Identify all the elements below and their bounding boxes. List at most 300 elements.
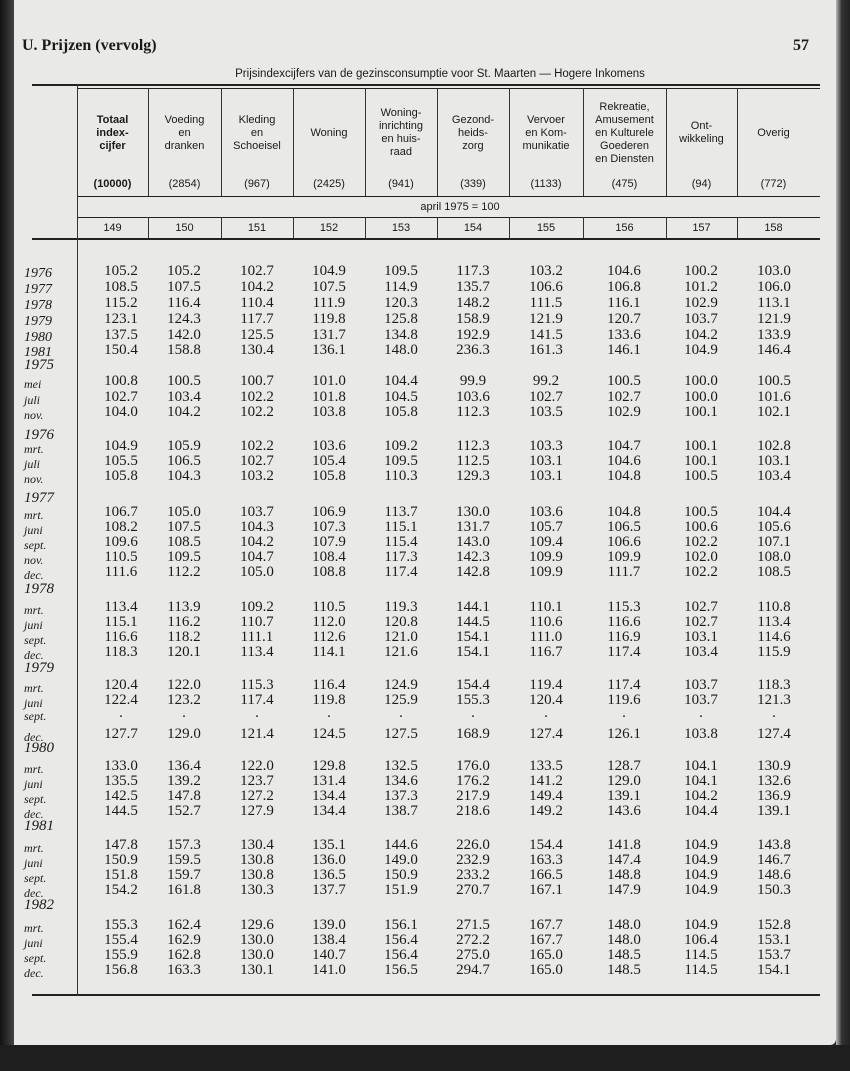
table-cell: 147.8 xyxy=(104,837,138,853)
table-cell: 132.6 xyxy=(757,773,791,789)
table-cell: 232.9 xyxy=(456,852,490,868)
table-cell: 168.9 xyxy=(456,726,490,742)
table-cell: 117.4 xyxy=(607,644,641,660)
table-cell: 142.5 xyxy=(104,788,138,804)
table-cell: 123.2 xyxy=(167,692,201,708)
table-cell: 104.4 xyxy=(384,373,418,389)
table-cell: 124.3 xyxy=(167,311,201,327)
table-cell: 105.6 xyxy=(757,519,791,535)
table-cell: 104.6 xyxy=(607,263,641,279)
group-year-label: 1978 xyxy=(24,581,54,597)
row-label: 1979 xyxy=(24,314,52,329)
column-header: Totaal index- cijfer xyxy=(96,113,129,152)
column-header: Ont- wikkeling xyxy=(679,120,724,145)
column-number: 151 xyxy=(247,222,267,234)
table-cell: 130.8 xyxy=(240,867,274,883)
column-header: Gezond- heids- zorg xyxy=(451,113,495,152)
table-cell: 122.4 xyxy=(104,692,138,708)
row-label: dec. xyxy=(24,568,44,582)
table-cell: 113.9 xyxy=(167,599,201,615)
table-cell: . xyxy=(544,705,548,721)
column-number: 158 xyxy=(764,222,783,234)
table-cell: . xyxy=(699,705,703,721)
table-cell: 139.1 xyxy=(607,788,641,804)
table-cell: 150.4 xyxy=(104,342,138,358)
table-cell: . xyxy=(182,705,186,721)
row-label: sept. xyxy=(24,633,47,647)
table-cell: 110.4 xyxy=(240,295,274,311)
page-number: 57 xyxy=(793,37,809,54)
table-cell: 155.3 xyxy=(104,917,138,933)
table-cell: 161.3 xyxy=(529,342,563,358)
table-cell: 108.5 xyxy=(167,534,201,550)
table-cell: 104.9 xyxy=(684,852,718,868)
table-cell: 120.8 xyxy=(384,614,418,630)
table-cell: 132.5 xyxy=(384,758,418,774)
row-label: 1978 xyxy=(24,298,52,313)
table-cell: 99.2 xyxy=(532,373,560,389)
table-cell: 106.9 xyxy=(312,504,346,520)
book-binding xyxy=(0,0,14,1071)
table-cell: 146.1 xyxy=(607,342,641,358)
table-cell: 153.7 xyxy=(757,947,791,963)
table-cell: 128.7 xyxy=(607,758,641,774)
table-cell: 131.7 xyxy=(312,327,346,343)
table-cell: 104.7 xyxy=(240,549,274,565)
table-cell: 192.9 xyxy=(456,327,490,343)
table-cell: 103.4 xyxy=(757,468,791,484)
table-cell: 108.8 xyxy=(312,564,346,580)
table-cell: 102.2 xyxy=(240,404,274,420)
table-cell: 130.0 xyxy=(240,932,274,948)
table-cell: 102.7 xyxy=(240,453,274,469)
table-cell: 116.2 xyxy=(167,614,201,630)
table-cell: 130.8 xyxy=(240,852,274,868)
table-cell: 101.8 xyxy=(312,389,346,405)
table-cell: 106.0 xyxy=(757,279,791,295)
table-cell: 104.9 xyxy=(684,837,718,853)
table-cell: 130.9 xyxy=(757,758,791,774)
row-label: 1980 xyxy=(24,330,52,345)
table-cell: . xyxy=(119,705,123,721)
table-cell: 103.4 xyxy=(684,644,718,660)
row-label: 1977 xyxy=(24,282,52,297)
table-cell: 149.2 xyxy=(529,803,563,819)
table-cell: 104.9 xyxy=(684,917,718,933)
table-cell: 122.0 xyxy=(240,758,274,774)
table-cell: 105.8 xyxy=(312,468,346,484)
table-cell: 148.0 xyxy=(607,917,641,933)
table-cell: 133.9 xyxy=(757,327,791,343)
rule-base xyxy=(77,217,820,218)
table-cell: 102.7 xyxy=(684,614,718,630)
table-cell: 156.1 xyxy=(384,917,418,933)
row-label: sept. xyxy=(24,538,47,552)
table-cell: 161.8 xyxy=(167,882,201,898)
table-cell: 142.3 xyxy=(456,549,490,565)
table-cell: 127.7 xyxy=(104,726,138,742)
table-cell: 101.2 xyxy=(684,279,718,295)
column-header: Woning xyxy=(310,126,348,139)
table-left-border xyxy=(77,84,78,996)
table-cell: 119.8 xyxy=(312,692,346,708)
table-cell: 105.0 xyxy=(167,504,201,520)
column-header: Kleding en Schoeisel xyxy=(233,113,281,152)
table-cell: 104.9 xyxy=(312,263,346,279)
table-cell: 152.8 xyxy=(757,917,791,933)
table-cell: 103.8 xyxy=(684,726,718,742)
table-cell: 142.8 xyxy=(456,564,490,580)
row-label: sept. xyxy=(24,871,47,885)
table-cell: 150.9 xyxy=(384,867,418,883)
table-cell: 124.9 xyxy=(384,677,418,693)
row-label: mrt. xyxy=(24,921,44,935)
column-weight: (941) xyxy=(388,178,414,190)
table-cell: 103.3 xyxy=(529,438,563,454)
table-cell: 148.6 xyxy=(757,867,791,883)
table-cell: 104.2 xyxy=(684,327,718,343)
table-cell: 123.7 xyxy=(240,773,274,789)
table-cell: 103.7 xyxy=(240,504,274,520)
table-cell: 143.6 xyxy=(607,803,641,819)
column-weight: (10000) xyxy=(93,178,132,190)
table-cell: 136.5 xyxy=(312,867,346,883)
table-cell: 162.4 xyxy=(167,917,201,933)
table-cell: 156.4 xyxy=(384,947,418,963)
table-cell: 102.8 xyxy=(757,438,791,454)
table-cell: 100.1 xyxy=(684,404,718,420)
table-cell: 157.3 xyxy=(167,837,201,853)
table-cell: 140.7 xyxy=(312,947,346,963)
table-cell: 102.9 xyxy=(607,404,641,420)
table-cell: 154.1 xyxy=(456,644,490,660)
table-cell: 115.1 xyxy=(384,519,418,535)
table-cell: 130.3 xyxy=(240,882,274,898)
table-cell: 167.7 xyxy=(529,932,563,948)
row-label: juni xyxy=(24,936,43,950)
table-cell: 121.9 xyxy=(529,311,563,327)
rule-header-bottom xyxy=(32,238,820,240)
column-number: 154 xyxy=(463,222,483,234)
table-cell: 218.6 xyxy=(456,803,490,819)
table-cell: 113.4 xyxy=(240,644,274,660)
page-edge xyxy=(836,0,850,1071)
table-cell: 104.7 xyxy=(607,438,641,454)
table-cell: 143.8 xyxy=(757,837,791,853)
table-cell: 104.0 xyxy=(104,404,138,420)
table-cell: 127.5 xyxy=(384,726,418,742)
table-cell: 103.6 xyxy=(529,504,563,520)
table-cell: 156.4 xyxy=(384,932,418,948)
table-cell: 120.3 xyxy=(384,295,418,311)
table-cell: 102.2 xyxy=(684,564,718,580)
table-cell: 106.6 xyxy=(607,534,641,550)
table-cell: 105.7 xyxy=(529,519,563,535)
table-cell: 134.8 xyxy=(384,327,418,343)
table-cell: 104.6 xyxy=(607,453,641,469)
table-cell: 148.5 xyxy=(607,962,641,978)
table-cell: 106.8 xyxy=(607,279,641,295)
group-year-label: 1982 xyxy=(24,897,54,913)
table-cell: 112.3 xyxy=(456,404,490,420)
table-cell: 106.5 xyxy=(167,453,201,469)
table-cell: 102.7 xyxy=(684,599,718,615)
group-year-label: 1981 xyxy=(24,818,54,834)
column-number: 149 xyxy=(103,222,122,234)
table-cell: 102.2 xyxy=(684,534,718,550)
table-cell: 120.1 xyxy=(167,644,201,660)
table-cell: 110.8 xyxy=(757,599,791,615)
table-cell: 141.5 xyxy=(529,327,563,343)
row-label: mrt. xyxy=(24,681,44,695)
table-cell: 137.7 xyxy=(312,882,346,898)
table-cell: 115.3 xyxy=(607,599,641,615)
table-cell: 233.2 xyxy=(456,867,490,883)
column-weight: (1133) xyxy=(530,178,562,190)
rule-title xyxy=(77,88,820,89)
table-cell: 100.2 xyxy=(684,263,718,279)
column-weight: (94) xyxy=(691,178,712,190)
table-cell: 136.1 xyxy=(312,342,346,358)
table-cell: 148.0 xyxy=(607,932,641,948)
column-weight: (2425) xyxy=(313,178,345,190)
table-cell: 103.2 xyxy=(529,263,563,279)
table-cell: 103.1 xyxy=(757,453,791,469)
table-cell: 134.6 xyxy=(384,773,418,789)
table-cell: 133.6 xyxy=(607,327,641,343)
table-cell: 108.5 xyxy=(757,564,791,580)
table-cell: 129.0 xyxy=(607,773,641,789)
row-label: juni xyxy=(24,523,43,537)
row-label: 1976 xyxy=(24,266,52,281)
table-cell: 137.5 xyxy=(104,327,138,343)
table-cell: 107.5 xyxy=(167,279,201,295)
table-cell: 109.5 xyxy=(384,263,418,279)
table-cell: 107.9 xyxy=(312,534,346,550)
table-cell: 155.9 xyxy=(104,947,138,963)
table-cell: 127.4 xyxy=(529,726,563,742)
table-cell: 275.0 xyxy=(456,947,490,963)
table-cell: 119.6 xyxy=(607,692,641,708)
table-cell: 176.0 xyxy=(456,758,490,774)
row-label: juli xyxy=(24,393,41,407)
table-cell: 109.2 xyxy=(384,438,418,454)
table-cell: 148.0 xyxy=(384,342,418,358)
table-cell: 112.5 xyxy=(456,453,490,469)
table-cell: 109.6 xyxy=(104,534,138,550)
table-cell: 133.0 xyxy=(104,758,138,774)
table-cell: 116.1 xyxy=(607,295,641,311)
table-cell: 106.4 xyxy=(684,932,718,948)
table-cell: 272.2 xyxy=(456,932,490,948)
table-cell: 109.5 xyxy=(384,453,418,469)
table-cell: 105.9 xyxy=(167,438,201,454)
table-cell: 149.0 xyxy=(384,852,418,868)
table-cell: 127.2 xyxy=(240,788,274,804)
table-cell: 162.8 xyxy=(167,947,201,963)
table-cell: 130.0 xyxy=(240,947,274,963)
table-cell: 100.0 xyxy=(684,373,718,389)
table-cell: 139.0 xyxy=(312,917,346,933)
table-cell: 118.3 xyxy=(104,644,138,660)
table-cell: 136.0 xyxy=(312,852,346,868)
table-cell: 125.5 xyxy=(240,327,274,343)
table-cell: 154.1 xyxy=(456,629,490,645)
table-cell: 105.8 xyxy=(384,404,418,420)
table-cell: 137.3 xyxy=(384,788,418,804)
table-cell: 127.4 xyxy=(757,726,791,742)
table-cell: 111.6 xyxy=(104,564,138,580)
row-label: juli xyxy=(24,457,41,471)
table-cell: 109.5 xyxy=(167,549,201,565)
table-cell: 102.7 xyxy=(104,389,138,405)
table-cell: 158.8 xyxy=(167,342,201,358)
table-cell: 148.5 xyxy=(607,947,641,963)
table-cell: 110.6 xyxy=(529,614,563,630)
table-cell: 119.8 xyxy=(312,311,346,327)
row-label: dec. xyxy=(24,730,44,744)
table-cell: 104.2 xyxy=(240,534,274,550)
table-cell: 136.4 xyxy=(167,758,201,774)
table-cell: . xyxy=(327,705,331,721)
table-cell: 135.1 xyxy=(312,837,346,853)
table-cell: 135.7 xyxy=(456,279,490,295)
column-number: 156 xyxy=(615,222,634,234)
table-cell: 125.9 xyxy=(384,692,418,708)
table-cell: 117.3 xyxy=(456,263,490,279)
table-cell: 146.4 xyxy=(757,342,791,358)
table-cell: 115.4 xyxy=(384,534,418,550)
table-cell: 166.5 xyxy=(529,867,563,883)
row-label: mrt. xyxy=(24,603,44,617)
table-cell: 100.8 xyxy=(104,373,138,389)
table-cell: 133.5 xyxy=(529,758,563,774)
table-cell: 147.8 xyxy=(167,788,201,804)
table-cell: 112.2 xyxy=(167,564,201,580)
table-title: Prijsindexcijfers van de gezinsconsumptie voor St. Maarten — Hogere Inkomens xyxy=(235,68,645,80)
table-cell: 294.7 xyxy=(456,962,490,978)
column-weight: (475) xyxy=(611,178,638,190)
table-cell: 104.3 xyxy=(167,468,201,484)
table-cell: 117.4 xyxy=(240,692,274,708)
table-cell: 110.5 xyxy=(312,599,346,615)
table-cell: 106.6 xyxy=(529,279,563,295)
table-cell: 117.7 xyxy=(240,311,274,327)
column-number: 152 xyxy=(319,222,339,234)
table-cell: 144.6 xyxy=(384,837,418,853)
table-cell: 155.3 xyxy=(456,692,490,708)
table-cell: 110.3 xyxy=(384,468,418,484)
table-cell: 109.9 xyxy=(529,549,563,565)
table-cell: 153.1 xyxy=(757,932,791,948)
table-cell: 109.4 xyxy=(529,534,563,550)
table-cell: 113.7 xyxy=(384,504,418,520)
table-cell: 118.3 xyxy=(757,677,791,693)
table-cell: 139.2 xyxy=(167,773,201,789)
table-cell: 217.9 xyxy=(456,788,490,804)
table-cell: 108.5 xyxy=(104,279,138,295)
group-year-label: 1975 xyxy=(24,357,54,373)
table-cell: 271.5 xyxy=(456,917,490,933)
table-cell: 104.2 xyxy=(167,404,201,420)
table-cell: 104.9 xyxy=(104,438,138,454)
table-cell: 103.2 xyxy=(240,468,274,484)
table-cell: 104.8 xyxy=(607,468,641,484)
table-cell: 112.0 xyxy=(312,614,346,630)
table-cell: 102.7 xyxy=(607,389,641,405)
rule-top xyxy=(32,84,820,86)
table-cell: 150.3 xyxy=(757,882,791,898)
page-bottom-edge xyxy=(0,1045,850,1071)
column-header: Woning- inrichting en huis- raad xyxy=(378,107,424,158)
table-cell: 114.5 xyxy=(684,962,718,978)
table-cell: . xyxy=(399,705,403,721)
table-cell: 154.2 xyxy=(104,882,138,898)
table-cell: 121.3 xyxy=(757,692,791,708)
table-cell: 104.1 xyxy=(684,773,718,789)
table-cell: 100.0 xyxy=(684,389,718,405)
table-cell: 236.3 xyxy=(456,342,490,358)
row-label: dec. xyxy=(24,966,44,980)
table-cell: 103.1 xyxy=(529,453,563,469)
table-cell: 148.2 xyxy=(456,295,490,311)
row-label: dec. xyxy=(24,886,44,900)
table-cell: 144.5 xyxy=(456,614,490,630)
table-cell: 116.7 xyxy=(529,644,563,660)
table-cell: 102.1 xyxy=(757,404,791,420)
table-cell: 126.1 xyxy=(607,726,641,742)
table-cell: 104.5 xyxy=(384,389,418,405)
table-cell: 102.7 xyxy=(240,263,274,279)
table-cell: 151.9 xyxy=(384,882,418,898)
table-cell: 118.2 xyxy=(167,629,201,645)
table-cell: 100.5 xyxy=(757,373,791,389)
table-cell: 100.5 xyxy=(167,373,201,389)
table-cell: 155.4 xyxy=(104,932,138,948)
table-cell: 154.4 xyxy=(456,677,490,693)
table-cell: 121.6 xyxy=(384,644,418,660)
row-label: sept. xyxy=(24,951,47,965)
table-cell: 167.7 xyxy=(529,917,563,933)
table-cell: 100.5 xyxy=(607,373,641,389)
group-year-label: 1979 xyxy=(24,660,54,676)
base-period: april 1975 = 100 xyxy=(420,201,500,213)
table-cell: 136.9 xyxy=(757,788,791,804)
row-label: mrt. xyxy=(24,841,44,855)
table-cell: 103.7 xyxy=(684,677,718,693)
table-cell: 104.1 xyxy=(684,758,718,774)
table-cell: 101.0 xyxy=(312,373,346,389)
table-cell: 151.8 xyxy=(104,867,138,883)
table-cell: 131.7 xyxy=(456,519,490,535)
column-weight: (967) xyxy=(244,178,270,190)
table-cell: 117.4 xyxy=(607,677,641,693)
table-cell: 110.7 xyxy=(240,614,274,630)
table-cell: 141.0 xyxy=(312,962,346,978)
table-cell: 102.2 xyxy=(240,438,274,454)
table-cell: 100.5 xyxy=(684,468,718,484)
column-weight: (772) xyxy=(760,178,787,190)
table-cell: 100.5 xyxy=(684,504,718,520)
table-cell: 134.4 xyxy=(312,788,346,804)
table-cell: 115.1 xyxy=(104,614,138,630)
table-cell: 270.7 xyxy=(456,882,490,898)
table-cell: 162.9 xyxy=(167,932,201,948)
table-cell: 144.5 xyxy=(104,803,138,819)
table-cell: 104.3 xyxy=(240,519,274,535)
table-cell: 119.4 xyxy=(529,677,563,693)
column-number: 157 xyxy=(692,222,711,234)
